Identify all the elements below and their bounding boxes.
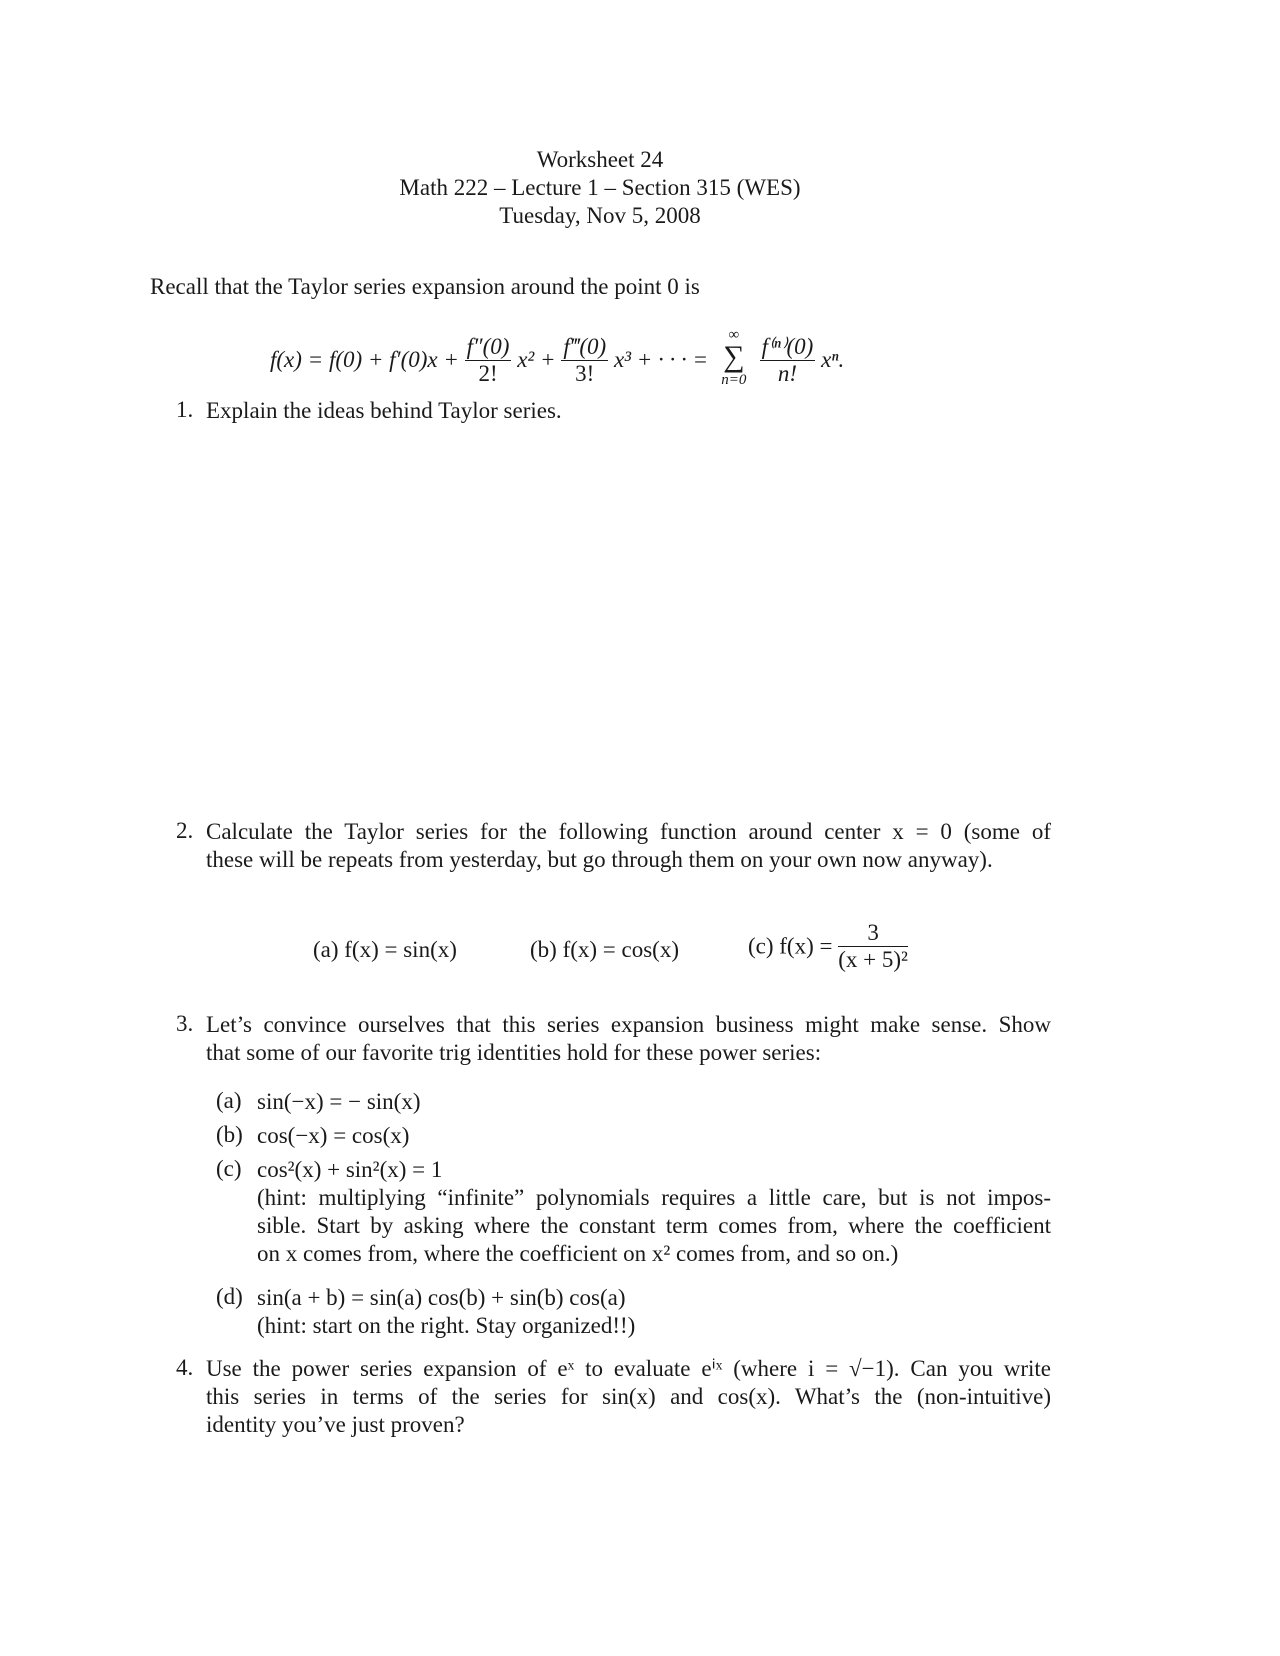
question-2-text bbox=[206, 818, 1051, 874]
question-3-c-label: (c) bbox=[216, 1156, 242, 1181]
question-3-b-label: (b) bbox=[216, 1122, 243, 1147]
question-4-line-3: identity you’ve just proven? bbox=[206, 1412, 465, 1437]
question-4-number: 4. bbox=[176, 1355, 194, 1380]
question-4-text bbox=[206, 1355, 1051, 1439]
formula-term-x3: x³ + · · · = bbox=[613, 347, 709, 372]
question-4-line-1: Use the power series expansion of eˣ to evaluate eⁱˣ (where i = √−1). Can you write bbox=[206, 1356, 1051, 1381]
fraction-third-derivative: $\frac{f‴(0)}{3!}$ bbox=[563, 333, 607, 386]
fraction-second-derivative: $\frac{f''(0)}{2!}$ bbox=[466, 333, 510, 386]
question-3-c-text: cos²(x) + sin²(x) = 1 bbox=[257, 1157, 443, 1182]
formula-term-x2: x² + bbox=[517, 347, 556, 372]
question-3-line-2: that some of our favorite trig identities hold for these power series: bbox=[206, 1040, 822, 1065]
question-2-part-c bbox=[748, 920, 908, 973]
question-2-line-1: Calculate the Taylor series for the following function around center x = 0 (some of bbox=[206, 819, 1051, 844]
question-3-d-text: sin(a + b) = sin(a) cos(b) + sin(b) cos(a) bbox=[257, 1285, 626, 1310]
question-3-a-text: sin(−x) = − sin(x) bbox=[257, 1089, 421, 1114]
question-1-text: Explain the ideas behind Taylor series. bbox=[206, 398, 562, 423]
question-2-part-c-fraction: $\frac{3}{\text{(x + 5)²}}$ bbox=[838, 920, 908, 972]
question-3-a-label: (a) bbox=[216, 1088, 242, 1113]
fraction-nth-derivative: $\frac{\text{f⁽ⁿ⁾(0)}}{n!}$ bbox=[761, 333, 814, 386]
question-3-b-text: cos(−x) = cos(x) bbox=[257, 1123, 410, 1148]
question-3-d-label: (d) bbox=[216, 1284, 243, 1309]
question-3-text bbox=[206, 1011, 1051, 1067]
question-2-line-2: these will be repeats from yesterday, but go through them on your own now anyway). bbox=[206, 847, 993, 872]
question-2-part-c-label: (c) f(x) = bbox=[748, 933, 833, 959]
header-block bbox=[300, 146, 900, 230]
intro-text: Recall that the Taylor series expansion around the point 0 is bbox=[150, 274, 700, 299]
worksheet-title: Worksheet 24 bbox=[536, 147, 664, 172]
question-2-part-b: (b) f(x) = cos(x) bbox=[530, 937, 679, 962]
formula-lhs: f(x) = f(0) + f′(0)x + bbox=[270, 347, 459, 372]
question-2-part-a: (a) f(x) = sin(x) bbox=[313, 937, 457, 962]
question-1-number: 1. bbox=[176, 397, 194, 422]
formula-term-xn: xⁿ. bbox=[821, 347, 845, 372]
summation-sign: ∞ ∑ n=0 bbox=[721, 327, 747, 388]
question-2-number: 2. bbox=[176, 818, 194, 843]
question-4-line-2: this series in terms of the series for sin(x) and cos(x). What’s the (non-intuitive) bbox=[206, 1384, 1051, 1409]
question-3-c-hint: (hint: multiplying “infinite” polynomials requires a little care, but is not impos- sible. Start by asking where the constant term comes from, where the coefficient on x comes from, where the coefficient on x² comes from, and so on.) bbox=[257, 1185, 1051, 1266]
course-line: Math 222 – Lecture 1 – Section 315 (WES) bbox=[399, 175, 801, 200]
date-line: Tuesday, Nov 5, 2008 bbox=[499, 203, 701, 228]
question-3-number: 3. bbox=[176, 1011, 194, 1036]
taylor-formula bbox=[270, 327, 845, 390]
question-3-line-1: Let’s convince ourselves that this series expansion business might make sense. Show bbox=[206, 1012, 1051, 1037]
question-3-d-hint: (hint: start on the right. Stay organized!!) bbox=[257, 1313, 636, 1338]
